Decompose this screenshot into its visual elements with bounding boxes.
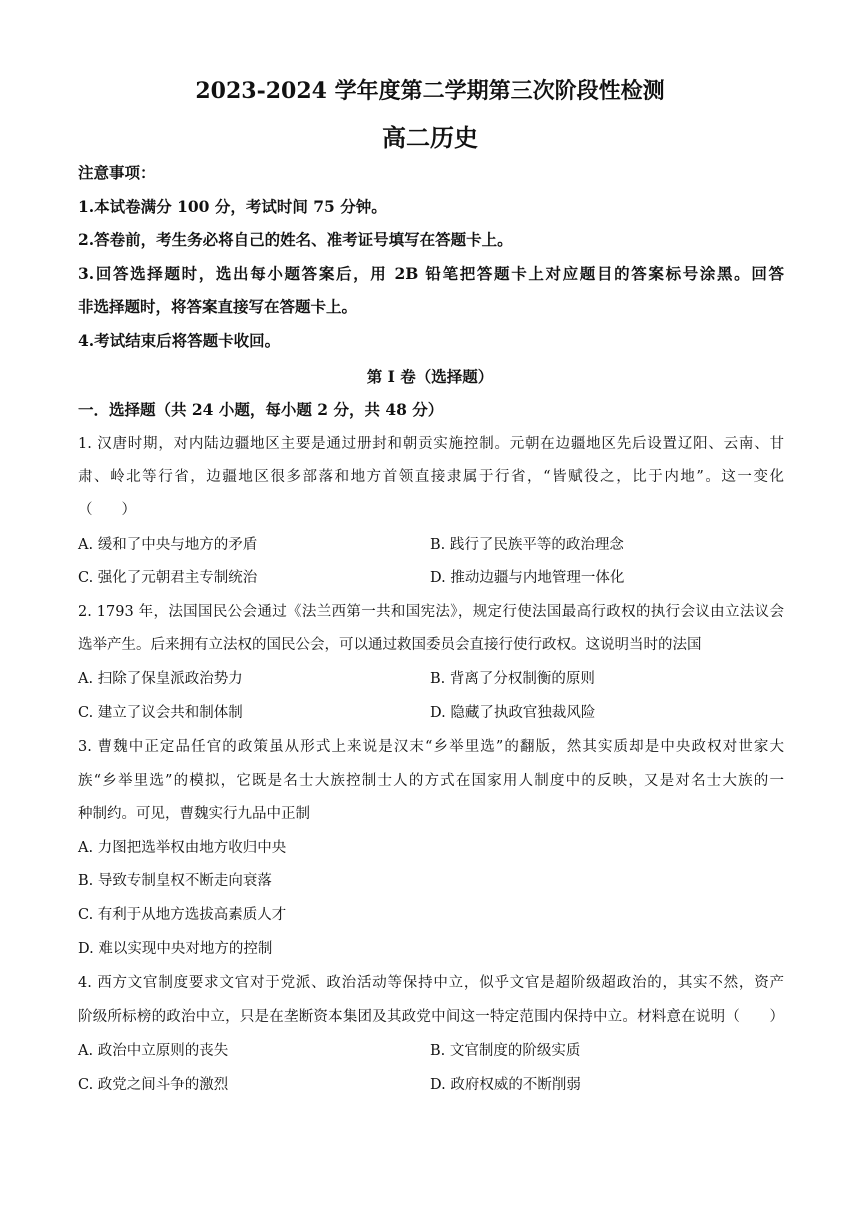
question-1-option-c: C. 强化了元朝君主专制统治 [78, 570, 258, 586]
question-3-text: 族“乡举里选”的模拟，它既是名士大族控制士人的方式在国家用人制度中的反映，又是对名士大族的一 [78, 773, 784, 789]
question-3-option-d: D. 难以实现中央对地方的控制 [78, 941, 273, 957]
notice-item: 4.考试结束后将答题卡收回。 [78, 331, 281, 350]
question-4-option-a: A. 政治中立原则的丧失 [78, 1043, 229, 1059]
notice-item: 非选择题时，将答案直接写在答题卡上。 [78, 297, 358, 316]
notice-item: 3.回答选择题时，选出每小题答案后，用 2B 铅笔把答题卡上对应题目的答案标号涂黑。回答 [78, 264, 784, 283]
question-1-text: 1. 汉唐时期，对内陆边疆地区主要是通过册封和朝贡实施控制。元朝在边疆地区先后设置辽阳、云南、甘 [78, 436, 784, 452]
question-3-option-b: B. 导致专制皇权不断走向衰落 [78, 873, 272, 889]
question-4-option-d: D. 政府权威的不断削弱 [430, 1077, 581, 1093]
question-1-option-d: D. 推动边疆与内地管理一体化 [430, 570, 625, 586]
question-4-text: 4. 西方文官制度要求文官对于党派、政治活动等保持中立，似乎文官是超阶级超政治的，其实不然，资产 [78, 975, 784, 991]
question-3-text: 3. 曹魏中正定品任官的政策虽从形式上来说是汉末“乡举里选”的翻版，然其实质却是中央政权对世家大 [78, 739, 784, 755]
question-1-option-a: A. 缓和了中央与地方的矛盾 [78, 537, 258, 553]
question-2-text: 2. 1793 年，法国国民公会通过《法兰西第一共和国宪法》，规定行使法国最高行政权的执行会议由立法议会 [78, 604, 784, 620]
notice-item: 2.答卷前，考生务必将自己的姓名、准考证号填写在答题卡上。 [78, 230, 513, 249]
question-1-text: 肃、岭北等行省，边疆地区很多部落和地方首领直接隶属于行省，“皆赋役之，比于内地”。这一变化 [78, 469, 784, 485]
volume-heading: 第 I 卷（选择题） [366, 367, 494, 386]
question-4-option-c: C. 政党之间斗争的激烈 [78, 1077, 229, 1093]
subject-title: 高二历史 [382, 123, 478, 152]
question-2-option-c: C. 建立了议会共和制体制 [78, 705, 243, 721]
question-3-option-a: A. 力图把选举权由地方收归中央 [78, 840, 287, 856]
question-2-text: 选举产生。后来拥有立法权的国民公会，可以通过救国委员会直接行使行政权。这说明当时的法国 [78, 637, 702, 653]
question-1-blank: （ ） [78, 502, 136, 518]
exam-title: 2023-2024 学年度第二学期第三次阶段性检测 [195, 78, 665, 104]
question-3-text: 种制约。可见，曹魏实行九品中正制 [78, 806, 310, 822]
notice-item: 1.本试卷满分 100 分，考试时间 75 分钟。 [78, 197, 387, 216]
question-3-option-c: C. 有利于从地方选拔高素质人才 [78, 907, 287, 923]
question-2-option-b: B. 背离了分权制衡的原则 [430, 671, 595, 687]
question-2-option-d: D. 隐藏了执政官独裁风险 [430, 705, 596, 721]
question-4-text: 阶级所标榜的政治中立，只是在垄断资本集团及其政党中间这一特定范围内保持中立。材料意在说明（ ） [78, 1009, 784, 1025]
question-1-option-b: B. 践行了民族平等的政治理念 [430, 537, 624, 553]
question-2-option-a: A. 扫除了保皇派政治势力 [78, 671, 243, 687]
question-4-option-b: B. 文官制度的阶级实质 [430, 1043, 581, 1059]
section-heading: 一．选择题（共 24 小题，每小题 2 分，共 48 分） [78, 400, 444, 419]
notice-heading: 注意事项： [78, 163, 156, 182]
